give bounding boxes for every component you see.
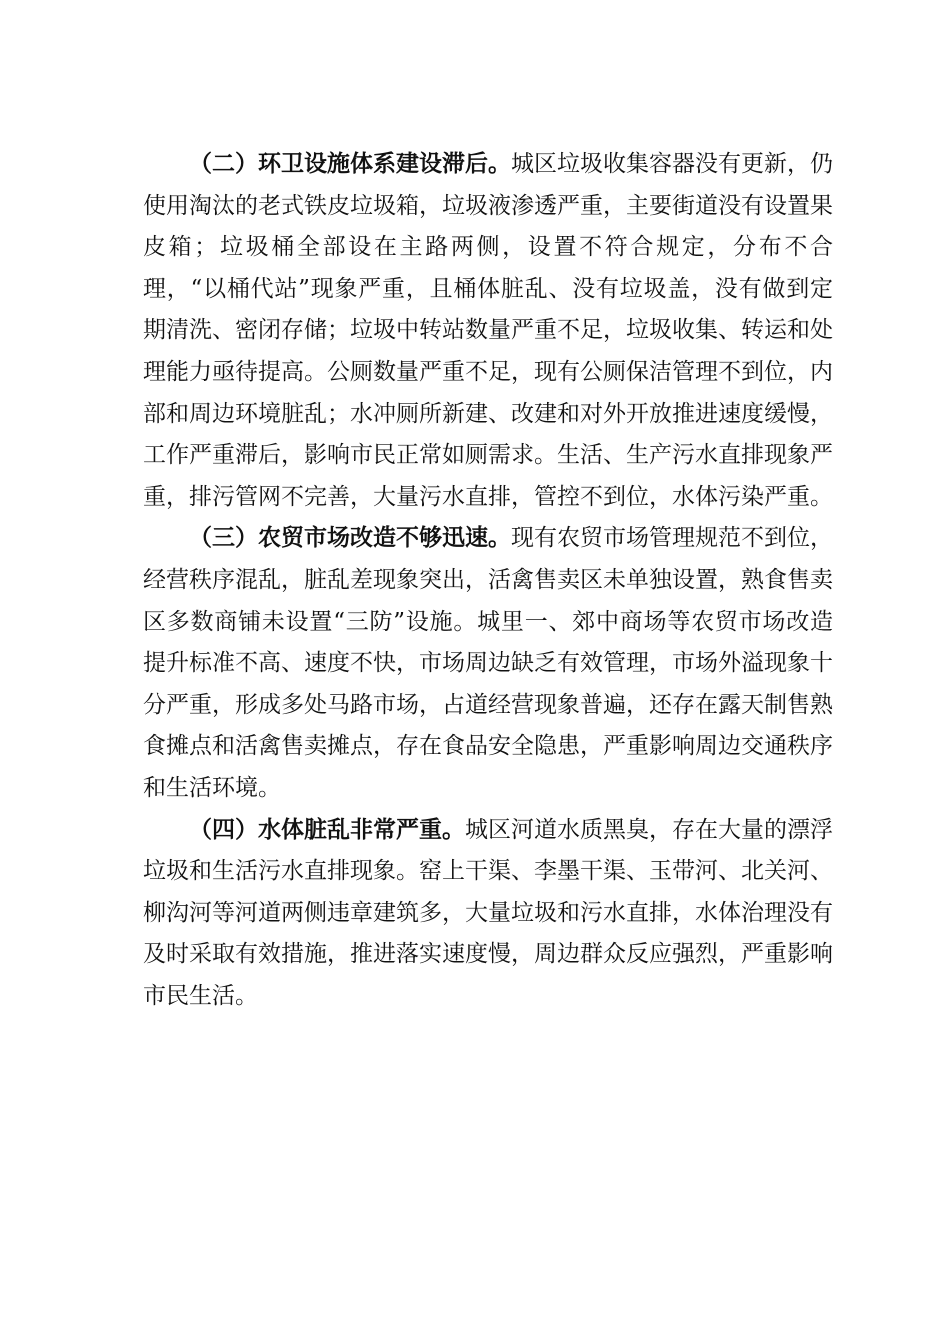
- paragraph-text: 现有农贸市场管理规范不到位，经营秩序混乱，脏乱差现象突出，活禽售卖区未单独设置，熟食售卖区多数商铺未设置“三防”设施。城里一、郊中商场等农贸市场改造提升标准不高、速度不快，市场周边缺乏有效管理，市场外溢现象十分严重，形成多处马路市场，占道经营现象普遍，还存在露天制售熟食摊点和活禽售卖摊点，存在食品安全隐患，严重影响周边交通秩序和生活环境。: [143, 525, 833, 801]
- paragraph-text: 城区河道水质黑臭，存在大量的漂浮垃圾和生活污水直排现象。窑上干渠、李墨干渠、玉带河、北关河、柳沟河等河道两侧违章建筑多，大量垃圾和污水直排，水体治理没有及时采取有效措施，推进落实速度慢，周边群众反应强烈，严重影响市民生活。: [143, 816, 833, 1009]
- paragraph-heading: （四）水体脏乱非常严重。: [189, 816, 465, 843]
- paragraph-heading: （二）环卫设施体系建设滞后。: [189, 151, 511, 177]
- paragraph-sanitation-facilities: [143, 144, 833, 518]
- paragraph-heading: （三）农贸市场改造不够迅速。: [189, 525, 511, 552]
- paragraph-text: 城区垃圾收集容器没有更新，仍使用淘汰的老式铁皮垃圾箱，垃圾液渗透严重，主要街道没有设置果皮箱；垃圾桶全部设在主路两侧，设置不符合规定，分布不合理，“以桶代站”现象严重，且桶体脏乱、没有垃圾盖，没有做到定期清洗、密闭存储；垃圾中转站数量严重不足，垃圾收集、转运和处理能力亟待提高。公厕数量严重不足，现有公厕保洁管理不到位，内部和周边环境脏乱；水冲厕所新建、改建和对外开放推进速度缓慢，工作严重滞后，影响市民正常如厕需求。生活、生产污水直排现象严重，排污管网不完善，大量污水直排，管控不到位，水体污染严重。: [143, 151, 833, 510]
- document-body: [143, 144, 833, 1017]
- paragraph-farmers-market: [143, 518, 833, 809]
- paragraph-water-bodies: [143, 810, 833, 1018]
